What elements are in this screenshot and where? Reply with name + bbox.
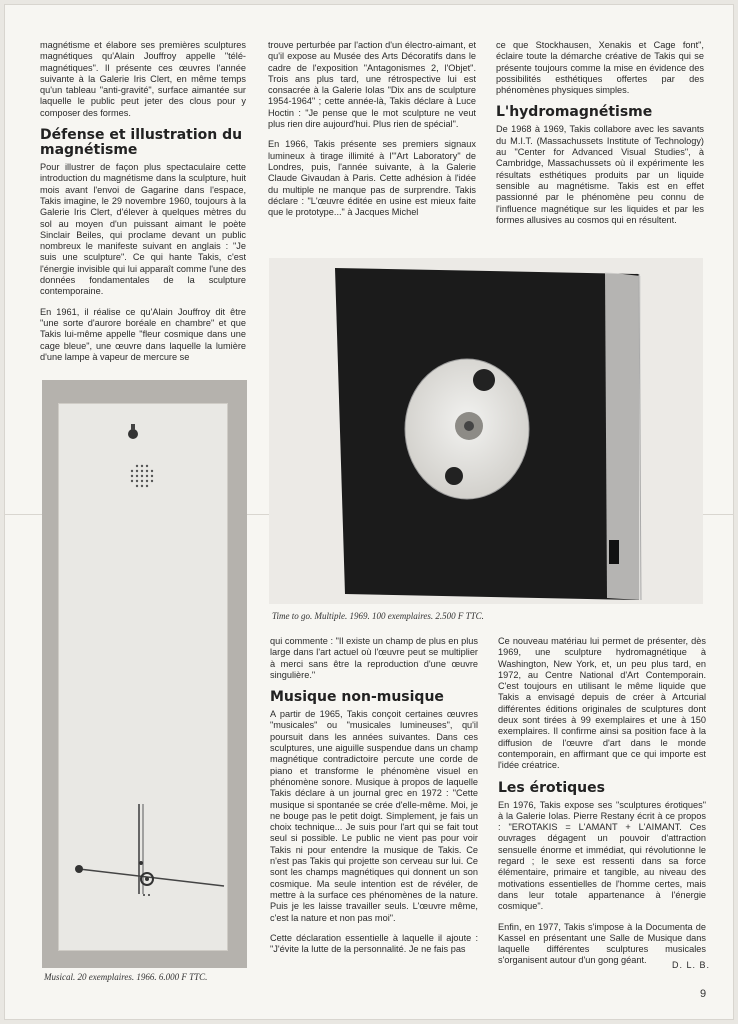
paragraph: Ce nouveau matériau lui permet de présenter, dès 1969, une sculpture hydromagnétique à Washington, New York, et, un peu plus tard, en 1972, au Centre National d'Art Contemporain. C'est toujours en utilisant le même liquide que Takis a envisagé depuis de créer à Artcurial différentes éditions originales de sculptures dont deux sont tirées à 99 exemplaires et une à 150 exemplaires. Il confirme ainsi sa position face à la diffusion de l'œuvre d'art dans le monde contemporain, en affirmant que ce qui importe est l'idée créatrice. <box>498 636 706 771</box>
paragraph: En 1976, Takis expose ses "sculptures érotiques" à la Galerie Iolas. Pierre Restany écrit à ce propos : "EROTAKIS = L'AMANT + L'AIMANT. Ces ouvrages dégagent un pouvoir d'attraction sensuelle énorme et immédiat, qui révolutionne le regard ; le sexe est ressenti dans sa force élémentaire, primaire et tangible, au niveau des motivations essentielles de l'homme certes, mais dans leur totale appartenance à l'énergie cosmique". <box>498 799 706 912</box>
paragraph: magnétisme et élabore ses premières sculptures magnétiques qu'Alain Jouffroy appelle "télé-magnétiques". Il présente ces œuvres l'année suivante à la Galerie Iris Clert, en même temps qu'un tableau "anti-gravité", surface aimantée sur laquelle le public peut jeter des clous pour y composer des formes. <box>40 40 246 118</box>
section-heading-musique: Musique non-musique <box>270 689 444 706</box>
column-3 <box>496 40 704 235</box>
bottom-column-2 <box>270 636 478 964</box>
paragraph: Pour illustrer de façon plus spectaculaire cette introduction du magnétisme dans la sculpture, huit mois avant l'envoi de Gagarine dans l'espace, Takis imagine, le 29 novembre 1960, toujours à la Galerie Iris Clert, d'élever à quelques mètres du sol au moyen d'un puissant aimant le poète Sinclair Beiles, qui proclame devant un public nombreux le manifeste suivant en anglais : "Je suis une sculpture". Ce qui hante Takis, c'est l'énergie invisible qui lui apparaît comme l'une des données fondamentales de la sculpture contemporaine. <box>40 162 246 297</box>
paragraph: En 1966, Takis présente ses premiers signaux lumineux à tirage illimité à l'"Art Laboratory" de Londres, puis, l'année suivante, à la Galerie Claude Givaudan à Paris. Cette adhésion à l'idée du multiple ne manque pas de surprendre. Takis déclare : "L'œuvre éditée en usine est mieux faite que le prototype..." à Jacques Michel <box>268 139 476 218</box>
sculpture-details <box>59 404 227 950</box>
paragraph: De 1968 à 1969, Takis collabore avec les savants du M.I.T. (Massachussets Institute of Technology) au "Center for Advanced Visual Studies", à Cambridge, Massachussets où il expérimente les résultats esthétiques produits par un liquide sensible au magnétisme. Takis est en effet passionné par le phénomène peu connu de l'influence magnétique sur les liquides et par les formes allusives au cosmos qui en résultent. <box>496 124 704 225</box>
column-1 <box>40 40 246 372</box>
paragraph: trouve perturbée par l'action d'un électro-aimant, et qu'il expose au Musée des Arts Décoratifs dans le cadre de l'exposition "Antagonismes 2, l'Objet". Trois ans plus tard, une rétrospective lui est consacrée à la Galerie Iolas "Dix ans de sculpture 1954-1964" ; cette année-là, Takis déclare à Luce Hoctin : "Je pense que le mot sculpture ne veut plus rien dire aujourd'hui. Plus rien de spécial". <box>268 40 476 130</box>
time-to-go-photo <box>269 258 703 604</box>
page-number: 9 <box>700 988 707 1000</box>
bottom-column-3 <box>498 636 706 976</box>
time-to-go-sculpture <box>269 258 703 604</box>
author-signature: D. L. B. <box>672 960 711 970</box>
sculpture-panel <box>59 404 227 950</box>
paragraph: qui commente : "Il existe un champ de plus en plus large dans l'art actuel où l'œuvre peut se multiplier à merci sans être la reproduction d'une œuvre singulière." <box>270 636 478 680</box>
musical-caption: Musical. 20 exemplaires. 1966. 6.000 F TTC. <box>44 972 208 982</box>
column-2 <box>268 40 476 227</box>
time-to-go-caption: Time to go. Multiple. 1969. 100 exemplaires. 2.500 F TTC. <box>272 611 484 621</box>
musical-sculpture-photo <box>42 380 247 968</box>
paragraph: A partir de 1965, Takis conçoit certaines œuvres "musicales" ou "musicales lumineuses", qu'il poursuit dans les années suivantes. Dans ces sculptures, une aiguille suspendue dans un champ magnétique contradictoire percute une corde de piano et transforme le phénomène visuel en phénomène sonore. Musique à propos de laquelle Takis déclare à un journal grec en 1972 : "Cette musique si spontanée se crée d'elle-même. Moi, je ne bouge pas le petit doigt. Simplement, je fais un choix technique... Je suis pour l'art qui se fait tout seul si possible. Le public ne vient pas pour voir Takis ni pour entendre la musique de Takis. Ce n'est pas Takis qui projette son cerveau sur lui. Ce sont les champs magnétiques qui donnent un son cosmique. Ma seule intention est de révéler, de mettre à la surface ces phénomènes de la nature. Puis je les laisse travailler seuls. L'œuvre même, c'est la nature et non pas moi". <box>270 709 478 923</box>
paragraph: En 1961, il réalise ce qu'Alain Jouffroy dit être "une sorte d'aurore boréale en chambre" et que Takis lui-même appelle "fleur cosmique dans une cage bleue", une œuvre dans laquelle la lumière d'une lampe à vapeur de mercure se <box>40 306 246 362</box>
section-heading-erotiques: Les érotiques <box>498 779 605 796</box>
section-heading-hydromagnetisme: L'hydromagnétisme <box>496 104 653 121</box>
paragraph: Enfin, en 1977, Takis s'impose à la Documenta de Kassel en présentant une Salle de Musique dans laquelle différentes sculptures musicales s'organisent autour d'un gong géant. <box>498 921 706 966</box>
paragraph: ce que Stockhausen, Xenakis et Cage font", éclaire toute la démarche créative de Takis qui se présente toujours comme la mise en évidence des possibilités esthétiques offertes par des phénomènes physiques simples. <box>496 40 704 96</box>
paragraph: Cette déclaration essentielle à laquelle il ajoute : "J'évite la lutte de la personnalité. Je ne fais pas <box>270 932 478 955</box>
section-heading-magnetisme: Défense et illustration du magnétisme <box>40 127 243 159</box>
